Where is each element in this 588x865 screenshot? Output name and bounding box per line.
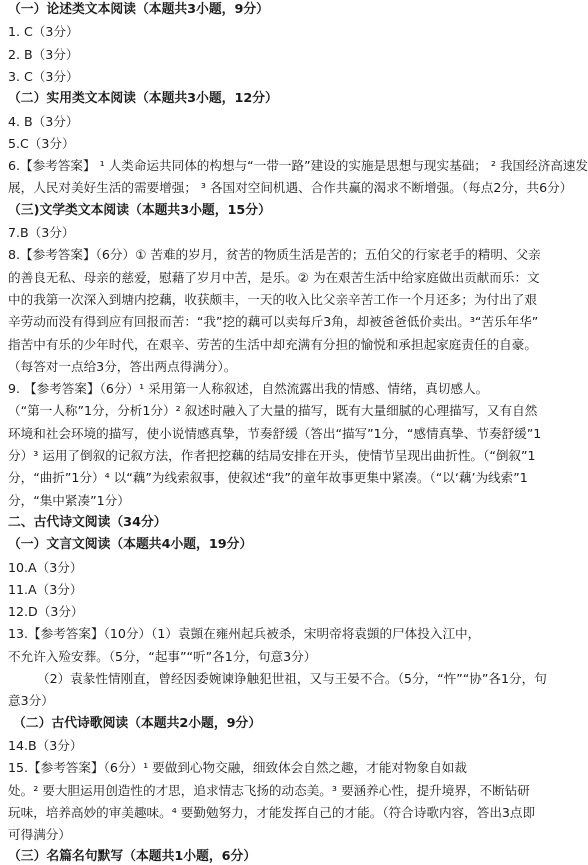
answer-line: 14.B（3分）: [8, 737, 83, 753]
answer-line: 中的我第一次深入到塘内挖藕，收获颇丰，一天的收入比父亲辛苦工作一个月还多；为付出了艰: [8, 291, 537, 307]
answer-line: 处。² 要大胆运用创造性的才思，追求情志飞扬的动态美。³ 要涵养心性，提升境界，不断钻研: [8, 782, 530, 798]
answer-line: 2. B（3分）: [8, 46, 79, 62]
answer-line: 可得满分）: [8, 827, 71, 843]
section-heading: （二）实用类文本阅读（本题共3小题，12分）: [8, 91, 278, 107]
answer-line: 5.C（3分）: [8, 135, 75, 151]
answer-line: （每答对一点给3分，答出两点得满分）。: [8, 358, 237, 374]
answer-line: 3. C（3分）: [8, 68, 79, 84]
answer-line: 4. B（3分）: [8, 113, 79, 129]
answer-line: 7.B（3分）: [8, 225, 75, 240]
section-heading: （一）论述类文本阅读（本题共3小题，9分）: [8, 2, 269, 17]
answer-line: 1. C（3分）: [8, 24, 79, 40]
section-heading: （三)文学类文本阅读（本题共3小题，15分）: [8, 202, 271, 218]
answer-line: 意3分）: [8, 693, 54, 709]
answer-line: 8.【参考答案】（6分）① 苦难的岁月，贫苦的物质生活是苦的；五伯父的行家老手的精明、父亲: [8, 247, 541, 263]
answer-line: （“第一人称”1分，分析1分）² 叙述时融入了大量的描写，既有大量细腻的心理描写，又有自然: [8, 403, 538, 419]
answer-line: 的善良无私、母亲的慈爱，慰藉了岁月中苦，是乐。② 为在艰苦生活中给家庭做出贡献而乐：文: [8, 269, 540, 285]
answer-line: 指苦中有乐的少年时代，在艰辛、劳苦的生活中却充满有分担的愉悦和承担起家庭责任的自豪。: [8, 336, 537, 352]
section-heading: （三）名篇名句默写（本题共1小题，6分）: [8, 849, 257, 865]
answer-line: 分，“曲折”1分）⁴ 以“藕”为线索叙事，使叙述“我”的童年故事更集中紧凑。（“以‘藕’为线索”1: [8, 470, 528, 486]
answer-line: 15.【参考答案】（6分）¹ 要做到心物交融，细致体会自然之趣，才能对物象自如裁: [8, 760, 467, 776]
section-heading: （一）文言文阅读（本题共4小题，19分）: [8, 537, 253, 553]
answer-line: 不允许入殓安葬。（5分，“起事”“听”各1分，句意3分）: [8, 648, 317, 664]
answer-line: 13.【参考答案】（10分）（1）袁顗在雍州起兵被杀，宋明帝将袁顗的尸体投入江中，: [8, 626, 481, 642]
answer-line: 6.【参考答案】 ¹ 人类命运共同体的构想与“一带一路”建设的实施是思想与现实基础； ² 我国经济高速发: [8, 158, 588, 174]
answer-line: 玩味，培养高妙的审美趣味。⁴ 要勤勉努力，才能发挥自己的才能。（符合诗歌内容，答出3点即: [8, 804, 536, 820]
answer-line: 展，人民对美好生活的需要增强； ³ 各国对空间机遇、合作共赢的渴求不断增强。（每点2分，共6分）: [8, 180, 573, 196]
answer-line: 辛劳动而没有得到应有回报而苦：“我”挖的藕可以卖每斤3角，却被爸爸低价卖出。³“苦乐年华”: [8, 314, 539, 330]
section-heading: （二）古代诗歌阅读（本题共2小题，9分）: [13, 715, 262, 731]
section-heading: 二、古代诗文阅读（34分）: [8, 514, 167, 530]
answer-line: 9. 【参考答案】（6分）¹ 采用第一人称叙述，自然流露出我的情感、情绪，真切感人。: [8, 381, 489, 397]
answer-line: 12.D（3分）: [8, 604, 84, 620]
answer-line: 环境和社会环境的描写，使小说情感真挚，节奏舒缓（答出“描写”1分，“感情真挚、节奏舒缓”1: [8, 425, 542, 441]
answer-line: （2）袁彖性情刚直，曾经因委婉谏诤触犯世祖，又与王晏不合。（5分，“忤”“协”各1分，句: [37, 671, 547, 686]
answer-line: 11.A（3分）: [8, 581, 83, 597]
answer-line: 分，“集中紧凑”1分）: [8, 492, 130, 508]
answer-line: 10.A（3分）: [8, 559, 83, 575]
answer-line: 分）³ 运用了倒叙的记叙方法，作者把挖藕的结局安排在开头，使情节呈现出曲折性。（“倒叙”1: [8, 448, 536, 463]
